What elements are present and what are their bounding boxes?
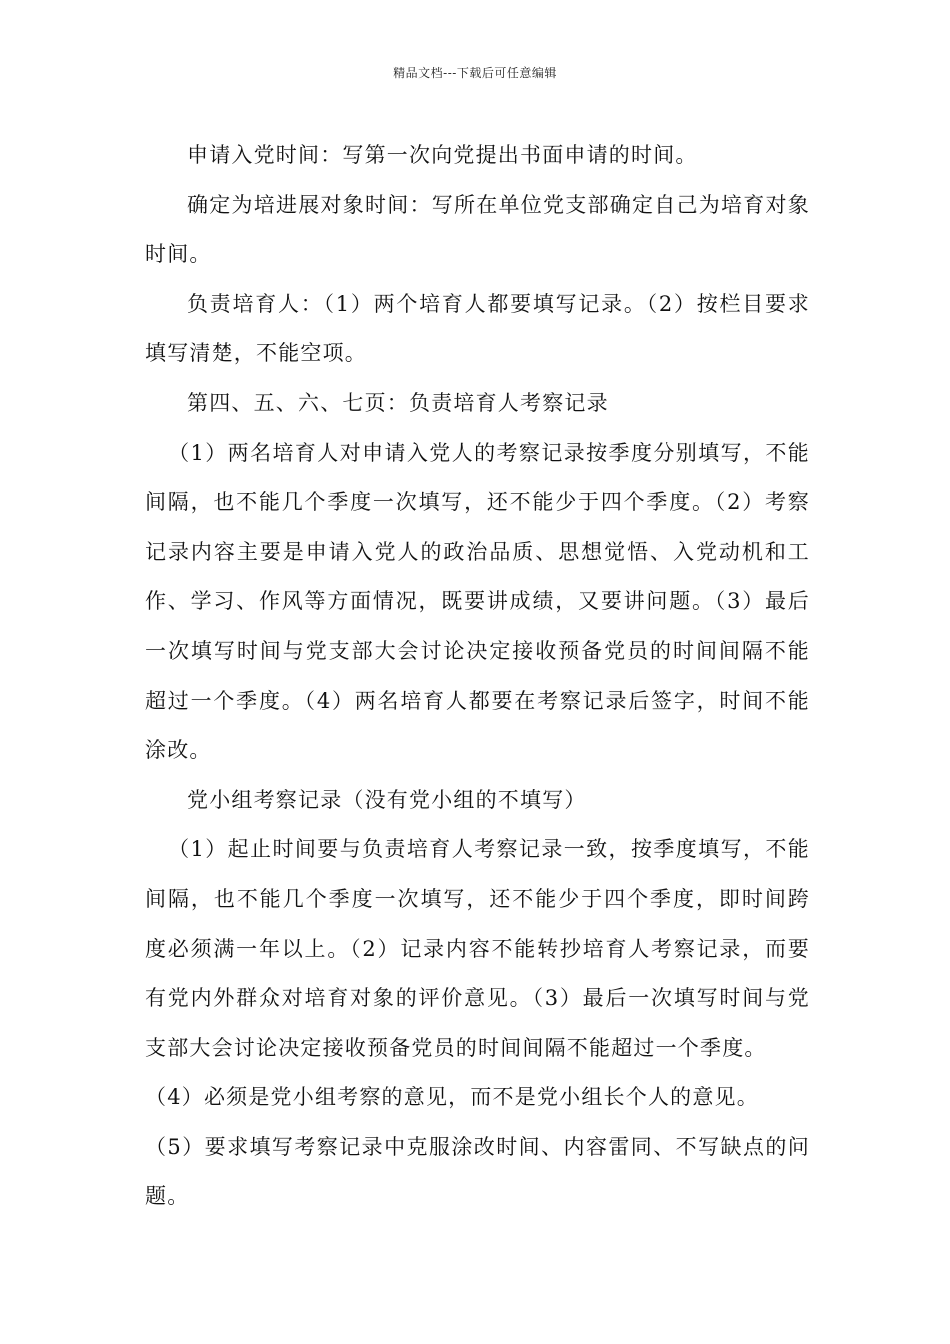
paragraph-party-group-rules: （1）起止时间要与负责培育人考察记录一致，按季度填写，不能间隔，也不能几个季度一次填写，还不能少于四个季度，即时间跨度必须满一年以上。（2）记录内容不能转抄培育人考察记录，而要有党内外群众对培育对象的评价意见。（3）最后一次填写时间与党支部大会讨论决定接收预备党员的时间间隔不能超过一个季度。 — [145, 837, 810, 1060]
section-heading-party-group-records: 党小组考察记录（没有党小组的不填写） — [187, 787, 587, 812]
document-body — [145, 131, 810, 1222]
paragraph-trainer-record-rules: （1）两名培育人对申请入党人的考察记录按季度分别填写，不能间隔，也不能几个季度一次填写，还不能少于四个季度。（2）考察记录内容主要是申请入党人的政治品质、思想觉悟、入党动机和工作、学习、作风等方面情况，既要讲成绩，又要讲问题。（3）最后一次填写时间与党支部大会讨论决定接收预备党员的时间间隔不能超过一个季度。（4）两名培育人都要在考察记录后签字，时间不能涂改。 — [145, 440, 810, 763]
paragraph-party-group-opinion: （4）必须是党小组考察的意见，而不是党小组长个人的意见。 — [145, 1085, 759, 1110]
page-header: 精品文档---下载后可任意编辑 — [393, 66, 557, 80]
paragraph-application-time: 申请入党时间：写第一次向党提出书面申请的时间。 — [187, 143, 698, 167]
section-heading-trainer-records: 第四、五、六、七页：负责培育人考察记录 — [187, 390, 609, 415]
paragraph-responsible-trainer: 负责培育人：（1）两个培育人都要填写记录。（2）按栏目要求填写清楚，不能空项。 — [145, 291, 810, 366]
paragraph-record-quality: （5）要求填写考察记录中克服涂改时间、内容雷同、不写缺点的问题。 — [145, 1134, 810, 1209]
paragraph-training-target-time: 确定为培进展对象时间：写所在单位党支部确定自己为培育对象时间。 — [145, 192, 810, 267]
